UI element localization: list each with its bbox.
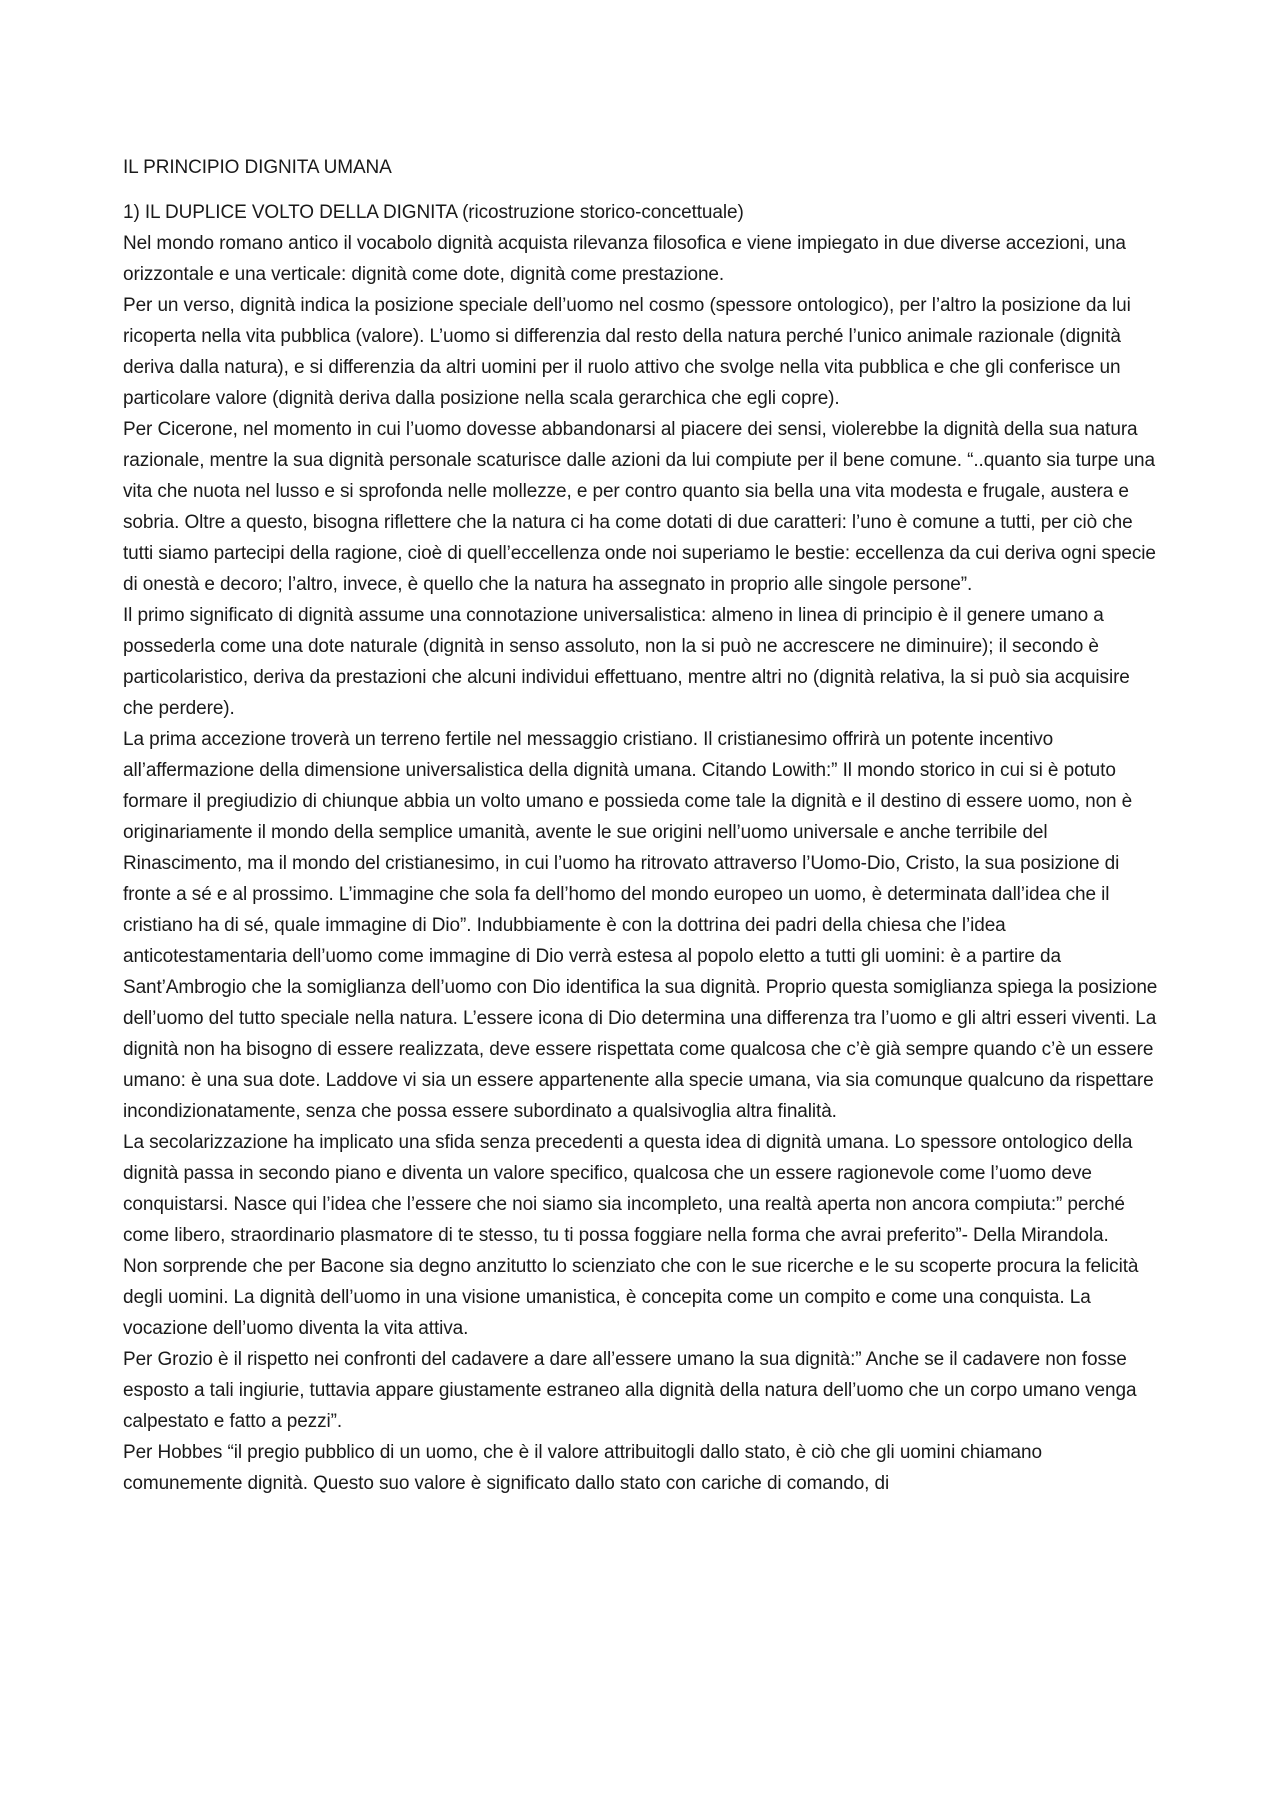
paragraph-universalistic: Il primo significato di dignità assume una connotazione universalistica: almeno in linea di principio è il genere umano a possederla come una dote naturale (dignità in senso assoluto, non la si può ne accrescere ne diminuire); il secondo è particolaristico, deriva da prestazioni che alcuni individui effettuano, mentre altri no (dignità relativa, la si può sia acquisire che perdere). [123, 605, 1130, 719]
paragraph-dual-meaning: Per un verso, dignità indica la posizione speciale dell’uomo nel cosmo (spessore ontologico), per l’altro la posizione da lui ricoperta nella vita pubblica (valore). L’uomo si differenzia dal resto della natura perché l’unico animale razionale (dignità deriva dalla natura), e si differenzia da altri uomini per il ruolo attivo che svolge nella vita pubblica e che gli conferisce un particolare valore (dignità deriva dalla posizione nella scala gerarchica che egli copre). [123, 295, 1131, 409]
paragraph-hobbes: Per Hobbes “il pregio pubblico di un uomo, che è il valore attribuitogli dallo stato, è ciò che gli uomini chiamano comunemente dignità. Questo suo valore è significato dallo stato con cariche di comando, di [123, 1442, 1042, 1494]
document-title: IL PRINCIPIO DIGNITA UMANA [123, 157, 392, 178]
paragraph-grozio: Per Grozio è il rispetto nei confronti del cadavere a dare all’essere umano la sua dignità:” Anche se il cadavere non fosse esposto a tali ingiurie, tuttavia appare giustamente estraneo alla dignità della natura dell’uomo che un corpo umano venga calpestato e fatto a pezzi”. [123, 1349, 1137, 1432]
paragraph-secularization: La secolarizzazione ha implicato una sfida senza precedenti a questa idea di dignità umana. Lo spessore ontologico della dignità passa in secondo piano e diventa un valore specifico, qualcosa che un essere ragionevole come l’uomo deve conquistarsi. Nasce qui l’idea che l’essere che noi siamo sia incompleto, una realtà aperta non ancora compiuta:” perché come libero, straordinario plasmatore di te stesso, tu ti possa foggiare nella forma che avrai preferito”- Della Mirandola. [123, 1132, 1133, 1246]
paragraph-bacone: Non sorprende che per Bacone sia degno anzitutto lo scienziato che con le sue ricerche e le su scoperte procura la felicità degli uomini. La dignità dell’uomo in una visione umanistica, è concepita come un compito e come una conquista. La vocazione dell’uomo diventa la vita attiva. [123, 1256, 1139, 1339]
paragraph-christianity: La prima accezione troverà un terreno fertile nel messaggio cristiano. Il cristianesimo offrirà un potente incentivo all’affermazione della dimensione universalistica della dignità umana. Citando Lowith:” Il mondo storico in cui si è potuto formare il pregiudizio di chiunque abbia un volto umano e possieda come tale la dignità e il destino di essere uomo, non è originariamente il mondo della semplice umanità, avente le sue origini nell’uomo universale e anche terribile del Rinascimento, ma il mondo del cristianesimo, in cui l’uomo ha ritrovato attraverso l’Uomo-Dio, Cristo, la sua posizione di fronte a sé e al prossimo. L’immagine che sola fa dell’homo del mondo europeo un uomo, è determinata dall’idea che il cristiano ha di sé, quale immagine di Dio”. Indubbiamente è con la dottrina dei padri della chiesa che l’idea anticotestamentaria dell’uomo come immagine di Dio verrà estesa al popolo eletto a tutti gli uomini: è a partire da Sant’Ambrogio che la somiglianza dell’uomo con Dio identifica la sua dignità. Proprio questa somiglianza spiega la posizione dell’uomo del tutto speciale nella natura. L’essere icona di Dio determina una differenza tra l’uomo e gli altri esseri viventi. La dignità non ha bisogno di essere realizzata, deve essere rispettata come qualcosa che c’è già sempre quando c’è un essere umano: è una sua dote. Laddove vi sia un essere appartenente alla specie umana, via sia comunque qualcuno da rispettare incondizionatamente, senza che possa essere subordinato a qualsivoglia altra finalità. [123, 729, 1158, 1122]
document-page [123, 152, 1165, 1499]
paragraph-cicerone: Per Cicerone, nel momento in cui l’uomo dovesse abbandonarsi al piacere dei sensi, violerebbe la dignità della sua natura razionale, mentre la sua dignità personale scaturisce dalle azioni da lui compiute per il bene comune. “..quanto sia turpe una vita che nuota nel lusso e si sprofonda nelle mollezze, e per contro quanto sia bella una vita modesta e frugale, austera e sobria. Oltre a questo, bisogna riflettere che la natura ci ha come dotati di due caratteri: l’uno è comune a tutti, per ciò che tutti siamo partecipi della ragione, cioè di quell’eccellenza onde noi superiamo le bestie: eccellenza da cui deriva ogni specie di onestà e decoro; l’altro, invece, è quello che la natura ha assegnato in proprio alle singole persone”. [123, 419, 1156, 595]
paragraph-intro: Nel mondo romano antico il vocabolo dignità acquista rilevanza filosofica e viene impiegato in due diverse accezioni, una orizzontale e una verticale: dignità come dote, dignità come prestazione. [123, 233, 1126, 285]
section-heading: 1) IL DUPLICE VOLTO DELLA DIGNITA (ricostruzione storico-concettuale) [123, 202, 744, 223]
